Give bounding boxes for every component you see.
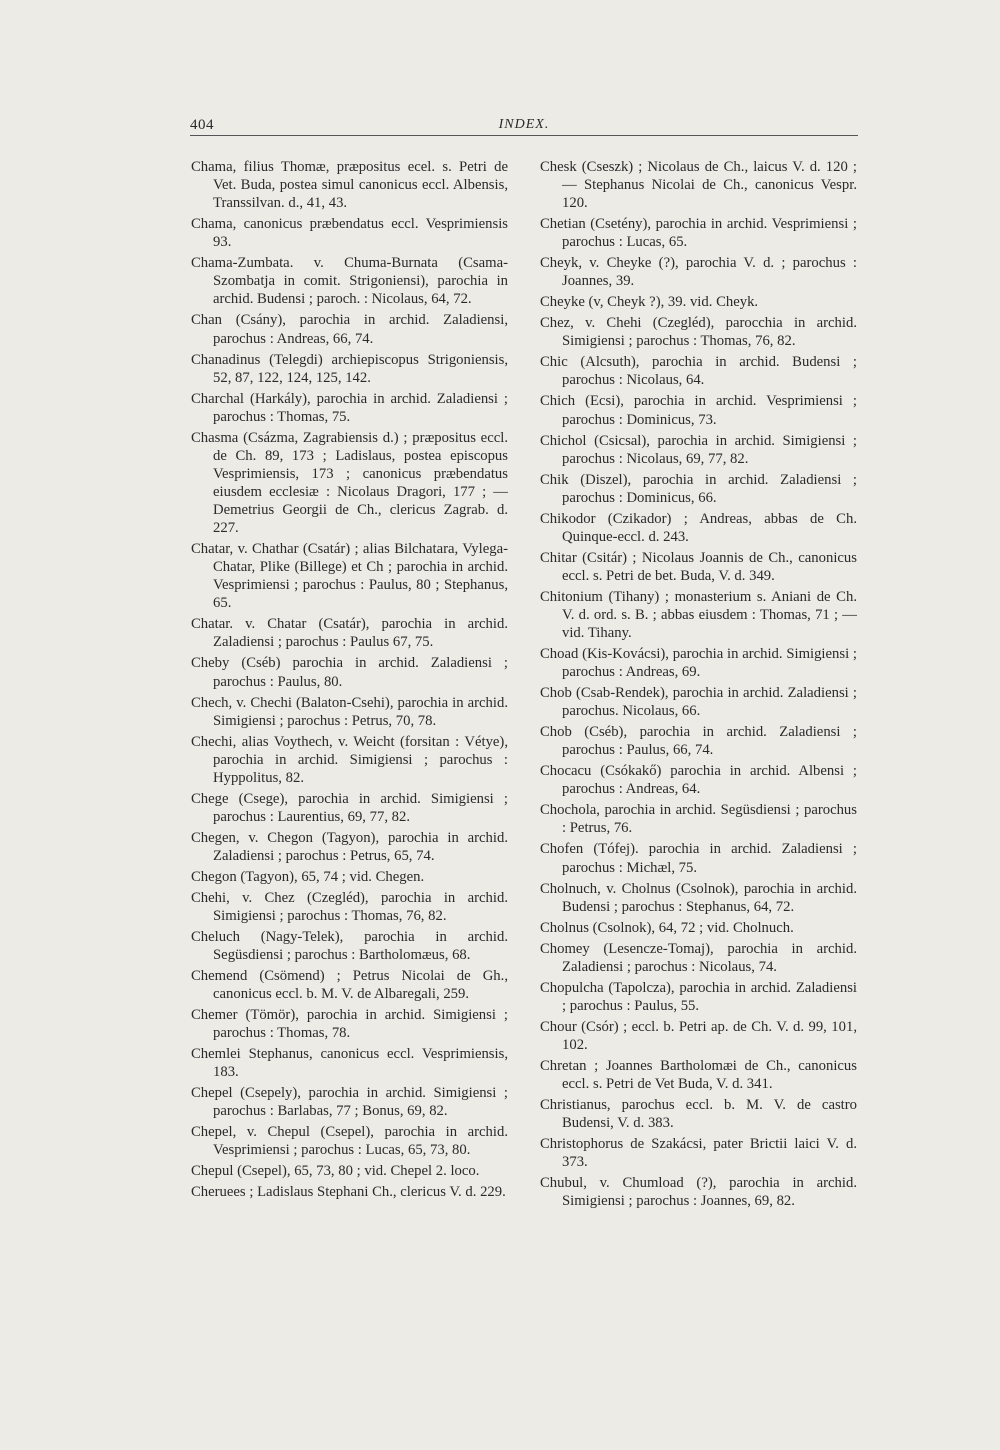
index-entry: Chomey (Lesencze-Tomaj), parochia in archid. Zaladiensi ; parochus : Nicolaus, 74. xyxy=(540,940,857,975)
index-entry: Christophorus de Szakácsi, pater Brictii laici V. d. 373. xyxy=(540,1135,857,1171)
index-entry: Chikodor (Czikador) ; Andreas, abbas de Ch. Quinque-eccl. d. 243. xyxy=(540,510,857,545)
index-entry: Chob (Csab-Rendek), parochia in archid. Zaladiensi ; parochus. Nicolaus, 66. xyxy=(540,685,857,720)
index-entry: Chemer (Tömör), parochia in archid. Simigiensi ; parochus : Thomas, 78. xyxy=(191,1007,508,1042)
index-entry: Chegon (Tagyon), 65, 74 ; vid. Chegen. xyxy=(191,868,425,885)
index-entry: Chopulcha (Tapolcza), parochia in archid. Zaladiensi ; parochus : Paulus, 55. xyxy=(540,979,857,1014)
index-entry: Chic (Alcsuth), parochia in archid. Budensi ; parochus : Nicolaus, 64. xyxy=(540,354,857,389)
index-entry: Chretan ; Joannes Bartholomæi de Ch., canonicus eccl. s. Petri de Vet Buda, V. d. 341. xyxy=(540,1057,857,1092)
page-number: 404 xyxy=(190,117,214,133)
index-entry: Chofen (Tófej). parochia in archid. Zaladiensi ; parochus : Michæl, 75. xyxy=(540,841,857,876)
index-entry: Charchal (Harkály), parochia in archid. Zaladiensi ; parochus : Thomas, 75. xyxy=(191,390,508,425)
index-entry: Cheyk, v. Cheyke (?), parochia V. d. ; parochus : Joannes, 39. xyxy=(540,255,857,290)
index-entry: Chez, v. Chehi (Czegléd), parocchia in archid. Simigiensi ; parochus : Thomas, 76, 82. xyxy=(540,315,857,350)
index-entry: Chocacu (Csókakő) parochia in archid. Albensi ; parochus : Andreas, 64. xyxy=(540,763,857,798)
index-entry: Chemend (Csömend) ; Petrus Nicolai de Gh., canonicus eccl. b. M. V. de Albaregali, 259. xyxy=(191,968,508,1003)
index-entry: Chatar. v. Chatar (Csatár), parochia in archid. Zaladiensi ; parochus : Paulus 67, 75. xyxy=(191,616,508,651)
left-column xyxy=(191,158,508,1204)
index-entry: Chitar (Csitár) ; Nicolaus Joannis de Ch., canonicus eccl. s. Petri de bet. Buda, V. d. 349. xyxy=(540,549,857,584)
index-entry: Chepel (Csepely), parochia in archid. Simigiensi ; parochus : Barlabas, 77 ; Bonus, 69, 82. xyxy=(191,1085,508,1120)
index-entry: Cheby (Cséb) parochia in archid. Zaladiensi ; parochus : Paulus, 80. xyxy=(191,655,508,690)
index-entry: Chetian (Csetény), parochia in archid. Vesprimiensi ; parochus : Lucas, 65. xyxy=(540,216,857,251)
index-entry: Chochola, parochia in archid. Següsdiensi ; parochus : Petrus, 76. xyxy=(540,802,857,837)
index-entry: Chech, v. Chechi (Balaton-Csehi), parochia in archid. Simigiensi ; parochus : Petrus, 70, 78. xyxy=(191,694,508,729)
index-entry: Chitonium (Tihany) ; monasterium s. Aniani de Ch. V. d. ord. s. B. ; abbas eiusdem : Thomas, 71 ; — vid. Tihany. xyxy=(540,588,857,642)
index-entry: Chich (Ecsi), parochia in archid. Vesprimiensi ; parochus : Dominicus, 73. xyxy=(540,393,857,428)
index-entry: Chichol (Csicsal), parochia in archid. Simigiensi ; parochus : Nicolaus, 69, 77, 82. xyxy=(540,432,857,467)
index-entry: Chik (Diszel), parochia in archid. Zaladiensi ; parochus : Dominicus, 66. xyxy=(540,471,857,506)
index-entry: Chasma (Csázma, Zagrabiensis d.) ; præpositus eccl. de Ch. 89, 173 ; Ladislaus, postea episcopus Vesprimiensis, 173 ; canonicus præbendatus eiusdem ecclesiæ : Nicolaus Dragori, 177 ; — Demetrius Georgii de Ch., clericus Zagrab. d. 227. xyxy=(191,429,508,537)
index-entry: Chama, canonicus præbendatus eccl. Vesprimiensis 93. xyxy=(191,216,508,251)
index-entry: Chob (Cséb), parochia in archid. Zaladiensi ; parochus : Paulus, 66, 74. xyxy=(540,724,857,759)
index-entry: Choad (Kis-Kovácsi), parochia in archid. Simigiensi ; parochus : Andreas, 69. xyxy=(540,646,857,681)
index-entry: Chemlei Stephanus, canonicus eccl. Vesprimiensis, 183. xyxy=(191,1046,508,1081)
index-entry: Chehi, v. Chez (Czegléd), parochia in archid. Simigiensi ; parochus : Thomas, 76, 82. xyxy=(191,889,508,925)
running-title: INDEX. xyxy=(498,117,550,132)
index-entry: Chatar, v. Chathar (Csatár) ; alias Bilchatara, Vylega-Chatar, Plike (Billege) et Ch ; parochia in archid. Vesprimiensi ; parochus : Paulus, 80 ; Stephanus, 65. xyxy=(191,541,508,612)
index-entry: Cheluch (Nagy-Telek), parochia in archid. Següsdiensi ; parochus : Bartholomæus, 68. xyxy=(191,929,508,964)
index-entry: Cholnus (Csolnok), 64, 72 ; vid. Cholnuch. xyxy=(540,919,794,936)
index-entry: Chama, filius Thomæ, præpositus ecel. s. Petri de Vet. Buda, postea simul canonicus eccl. Albensis, Transsilvan. d., 41, 43. xyxy=(191,159,508,212)
index-entry: Chesk (Cseszk) ; Nicolaus de Ch., laicus V. d. 120 ; — Stephanus Nicolai de Ch., canonicus Vespr. 120. xyxy=(540,159,857,212)
index-entry: Chour (Csór) ; eccl. b. Petri ap. de Ch. V. d. 99, 101, 102. xyxy=(540,1018,857,1053)
index-entry: Cheyke (v, Cheyk ?), 39. vid. Cheyk. xyxy=(540,294,759,311)
index-entry: Chama-Zumbata. v. Chuma-Burnata (Csama-Szombatja in comit. Strigoniensi), parochia in archid. Budensi ; paroch. : Nicolaus, 64, 72. xyxy=(191,255,508,308)
index-entry: Chegen, v. Chegon (Tagyon), parochia in archid. Zaladiensi ; parochus : Petrus, 65, 74. xyxy=(191,829,508,864)
index-entry: Chubul, v. Chumload (?), parochia in archid. Simigiensi ; parochus : Joannes, 69, 82. xyxy=(540,1175,857,1210)
page-header xyxy=(190,117,858,136)
index-entry: Chechi, alias Voythech, v. Weicht (forsitan : Vétye), parochia in archid. Simigiensi ; parochus : Hyppolitus, 82. xyxy=(191,733,508,786)
index-entry: Christianus, parochus eccl. b. M. V. de castro Budensi, V. d. 383. xyxy=(540,1096,857,1131)
index-entry: Chepul (Csepel), 65, 73, 80 ; vid. Chepel 2. loco. xyxy=(191,1163,480,1180)
index-entry: Cholnuch, v. Cholnus (Csolnok), parochia in archid. Budensi ; parochus : Stephanus, 64, 72. xyxy=(540,880,857,915)
right-column xyxy=(540,158,857,1213)
index-entry: Chan (Csány), parochia in archid. Zaladiensi, parochus : Andreas, 66, 74. xyxy=(191,312,508,347)
index-entry: Cheruees ; Ladislaus Stephani Ch., clericus V. d. 229. xyxy=(191,1184,506,1201)
index-entry: Chepel, v. Chepul (Csepel), parochia in archid. Vesprimiensi ; parochus : Lucas, 65, 73, 80. xyxy=(191,1124,508,1159)
index-entry: Chege (Csege), parochia in archid. Simigiensi ; parochus : Laurentius, 69, 77, 82. xyxy=(191,790,508,825)
index-entry: Chanadinus (Telegdi) archiepiscopus Strigoniensis, 52, 87, 122, 124, 125, 142. xyxy=(191,351,508,386)
